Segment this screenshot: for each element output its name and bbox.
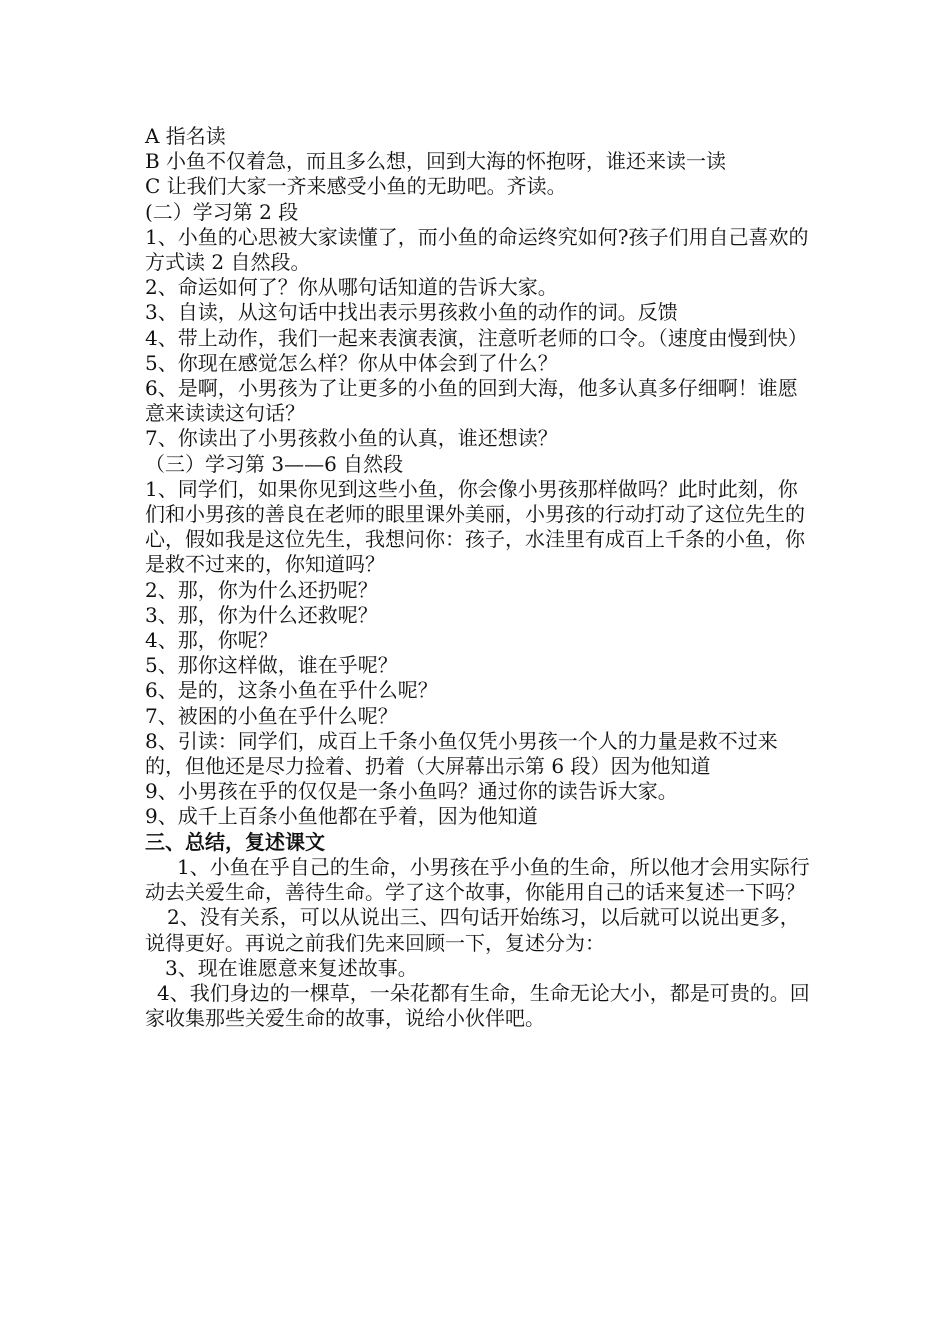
section-heading-2: (二）学习第 2 段 bbox=[145, 199, 299, 224]
paragraph: 3、现在谁愿意来复述故事。 bbox=[165, 955, 418, 980]
paragraph: 7、你读出了小男孩救小鱼的认真，谁还想读？ bbox=[145, 426, 558, 451]
paragraph: 5、你现在感觉怎么样？你从中体会到了什么？ bbox=[145, 350, 558, 375]
paragraph: 2、命运如何了？你从哪句话知道的告诉大家。 bbox=[145, 275, 558, 300]
document-body bbox=[145, 124, 817, 1031]
text-line-a: A 指名读 bbox=[145, 124, 226, 148]
paragraph: 1、小鱼在乎自己的生命，小男孩在乎小鱼的生命，所以他才会用实际行动去关爱生命，善待生命。学了这个故事，你能用自己的话来复述一下吗？ bbox=[145, 854, 810, 905]
paragraph: 4、那，你呢？ bbox=[145, 628, 278, 653]
text-line-b: B 小鱼不仅着急，而且多么想，回到大海的怀抱呀，谁还来读一读 bbox=[145, 149, 727, 174]
paragraph: 2、那，你为什么还扔呢？ bbox=[145, 577, 378, 602]
paragraph: 9、成千上百条小鱼他都在乎着，因为他知道 bbox=[145, 804, 538, 829]
section-heading-3: （三）学习第 3——6 自然段 bbox=[145, 451, 404, 476]
paragraph: 5、那你这样做，谁在乎呢？ bbox=[145, 653, 398, 678]
paragraph: 8、引读：同学们，成百上千条小鱼仅凭小男孩一个人的力量是救不过来的，但他还是尽力捡着、扔着（大屏幕出示第 6 段）因为他知道 bbox=[145, 728, 778, 779]
paragraph: 4、我们身边的一棵草，一朵花都有生命，生命无论大小，都是可贵的。回家收集那些关爱生命的故事，说给小伙伴吧。 bbox=[145, 980, 810, 1031]
paragraph: 6、是的，这条小鱼在乎什么呢？ bbox=[145, 678, 438, 703]
paragraph: 4、带上动作，我们一起来表演表演，注意听老师的口令。（速度由慢到快） bbox=[145, 325, 808, 350]
paragraph: 3、那，你为什么还救呢？ bbox=[145, 602, 378, 627]
paragraph: 1、同学们，如果你见到这些小鱼，你会像小男孩那样做吗？此时此刻，你们和小男孩的善良在老师的眼里课外美丽，小男孩的行动打动了这位先生的心，假如我是这位先生，我想问你：孩子，水洼里有成百上千条的小鱼，你是救不过来的，你知道吗？ bbox=[145, 476, 805, 577]
paragraph: 2、没有关系，可以从说出三、四句话开始练习，以后就可以说出更多，说得更好。再说之前我们先来回顾一下，复述分为： bbox=[145, 905, 800, 955]
paragraph: 3、自读，从这句话中找出表示男孩救小鱼的动作的词。反馈 bbox=[145, 300, 678, 325]
paragraph: 7、被困的小鱼在乎什么呢？ bbox=[145, 703, 398, 728]
paragraph: 9、小男孩在乎的仅仅是一条小鱼吗？通过你的读告诉大家。 bbox=[145, 779, 678, 804]
paragraph: 1、小鱼的心思被大家读懂了，而小鱼的命运终究如何?孩子们用自己喜欢的方式读 2 自然段。 bbox=[145, 224, 809, 275]
paragraph: 6、是啊，小男孩为了让更多的小鱼的回到大海，他多认真多仔细啊！谁愿意来读读这句话？ bbox=[145, 376, 798, 426]
text-line-c: C 让我们大家一齐来感受小鱼的无助吧。齐读。 bbox=[145, 174, 567, 199]
section-heading-summary: 三、总结，复述课文 bbox=[145, 829, 325, 854]
